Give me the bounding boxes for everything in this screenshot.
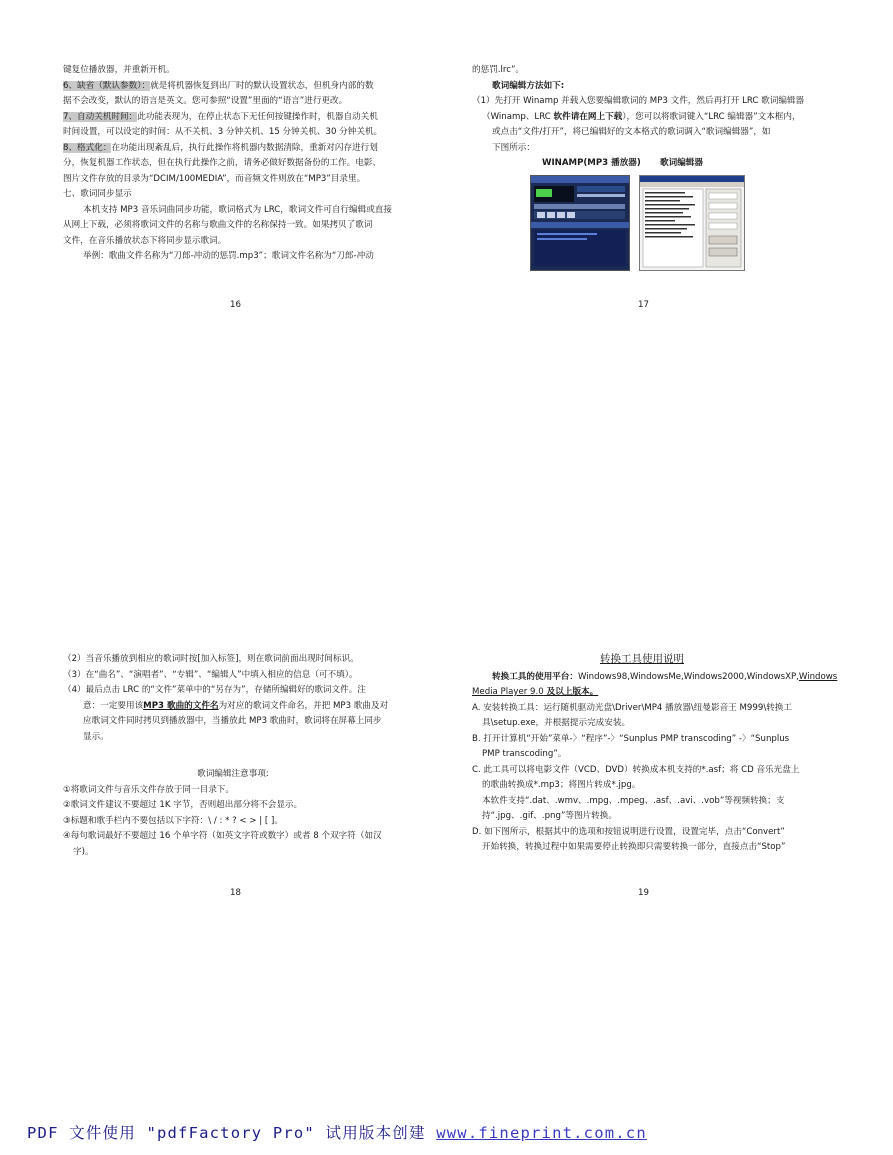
text-line: 本软件支持“.dat、.wmv、.mpg、.mpeg、.asf、.avi、.vob”等视频转换；支 [482, 795, 785, 806]
text-line [63, 141, 403, 157]
text-span: 在功能出现紊乱后，执行此操作将机器内数据清除，重新对闪存进行划 [111, 142, 378, 153]
page-number: 19 [638, 888, 649, 898]
text-span: 转换工具的使用平台： [492, 671, 578, 682]
text-line: 文件，在音乐播放状态下将同步显示歌词。 [63, 235, 227, 246]
text-line: （2）当音乐播放到相应的歌词时按[加入标签]，则在歌词前面出现时间标识。 [63, 654, 359, 664]
text-line [63, 110, 403, 126]
text-line [472, 670, 838, 686]
page-17 [472, 63, 812, 271]
winamp-label: WINAMP(MP3 播放器) [542, 158, 641, 168]
text-line: 具\setup.exe，并根据提示完成安装。 [482, 718, 631, 728]
page-19 [472, 652, 838, 856]
text-line: D. 如下图所示，根据其中的选项和按钮说明进行设置，设置完毕，点击“Convert” [472, 826, 785, 837]
note-item: 字)。 [73, 846, 94, 857]
emphasis-text: MP3 歌曲的文件名 [143, 700, 219, 711]
text-line: （4）最后点击 LRC 的“文件”菜单中的“另存为”，存储所编辑好的歌词文件。注 [63, 685, 366, 695]
text-line: 键复位播放器，并重新开机。 [63, 65, 175, 75]
text-line: 举例：歌曲文件名称为“刀郎-冲动的惩罚.mp3”；歌词文件名称为“刀郎-冲动 [83, 251, 374, 261]
text-line: 开始转换，转换过程中如果需要停止转换即只需要转换一部分，直接点击“Stop” [482, 842, 786, 852]
text-line [63, 699, 403, 715]
editor-label: 歌词编辑器 [660, 158, 703, 168]
section-heading: 歌词编辑方法如下: [492, 80, 565, 91]
note-item: ②歌词文件建议不要超过 1K 字节，否则超出部分将不会显示。 [63, 800, 303, 810]
screenshot-labels [542, 156, 812, 172]
footer-text: PDF 文件使用 "pdfFactory Pro" 试用版本创建 [27, 1124, 437, 1142]
text-line: （1）先打开 Winamp 并载入您要编辑歌词的 MP3 文件，然后再打开 LRC 歌词编辑器 [472, 96, 805, 106]
page-16 [63, 63, 403, 265]
note-item: ④每句歌词最好不要超过 16 个单字符（如英文字符或数字）或者 8 个双字符（如汉 [63, 831, 382, 841]
page-title: 转换工具使用说明 [600, 653, 684, 665]
text-span: 就是将机器恢复到出厂时的默认设置状态，但机身内部的数 [150, 80, 374, 91]
page-number: 17 [638, 300, 649, 310]
text-line: 从网上下载，必须将歌词文件的名称与歌曲文件的名称保持一致。如果拷贝了歌词 [63, 220, 373, 230]
text-line: B. 打开计算机“开始”菜单-〉“程序”-〉“Sunplus PMP transcoding” -〉“Sunplus [472, 733, 790, 744]
section-heading: 七、歌词同步显示 [63, 189, 132, 199]
text-span: 为对应的歌词文件命名，并把 MP3 歌曲及对 [218, 700, 389, 711]
text-span: 软件请在网上下载 [553, 111, 623, 122]
text-span: Windows [798, 671, 838, 682]
page-18 [63, 652, 403, 860]
text-line: 的惩罚.lrc”。 [472, 65, 525, 75]
text-line: 据不会改变，默认的语言是英文。您可参照“设置”里面的“语言”进行更改。 [63, 96, 348, 106]
text-span: 此功能表现为，在停止状态下无任何按键操作时，机器自动关机 [137, 111, 378, 122]
page-number: 18 [230, 888, 241, 898]
text-line: 或点击“文件/打开”，将已编辑好的文本格式的歌词调入“歌词编辑器”，如 [492, 127, 771, 137]
text-line: 显示。 [83, 731, 109, 742]
winamp-image [531, 176, 629, 270]
footer-link[interactable]: www.fineprint.com.cn [436, 1124, 647, 1142]
text-line [63, 79, 403, 95]
text-line: 的歌曲转换成*.mp3；将图片转成*.jpg。 [482, 780, 641, 790]
text-line: PMP transcoding”。 [482, 749, 567, 759]
text-span: 意：一定要用该 [83, 700, 144, 711]
text-span: Media Player 9.0 [472, 687, 544, 697]
text-line: 本机支持 MP3 音乐词曲同步功能，歌词格式为 LRC，歌词文件可自行编辑或直接 [83, 204, 392, 215]
highlight-label: 8、格式化： [63, 142, 112, 153]
text-line: A. 安装转换工具：运行随机驱动光盘\Driver\MP4 播放器\纽曼影音王 M999\转换工 [472, 702, 793, 713]
note-item: ③标题和歌手栏内不要包括以下字符：\ / : * ? < > | [ ]。 [63, 815, 283, 826]
text-line: 应歌词文件同时拷贝到播放器中，当播放此 MP3 歌曲时，歌词将在屏幕上同步 [83, 716, 382, 726]
text-line: 时间设置，可以设定的时间：从不关机、3 分钟关机、15 分钟关机、30 分钟关机。 [63, 127, 383, 137]
text-span: （Winamp、LRC [482, 111, 554, 122]
note-item: ①将歌词文件与音乐文件存放于同一目录下。 [63, 784, 234, 795]
text-span: Windows98,WindowsMe,Windows2000,WindowsXP, [577, 671, 799, 682]
pdf-footer [27, 1121, 647, 1143]
text-line [472, 110, 812, 126]
text-span: 及以上版本。 [543, 687, 599, 697]
lyric-editor-image [640, 176, 744, 270]
page-number: 16 [230, 300, 241, 310]
text-span: ），您可以将歌词键入“LRC 编辑器”文本框内， [622, 111, 801, 122]
text-line: （3）在“曲名”、“演唱者”、“专辑”、“编辑人”中填入相应的信息（可不填）。 [63, 669, 358, 680]
text-line [472, 685, 812, 701]
text-line: 持“.jpg、.gif、.png”等图片转换。 [482, 811, 617, 821]
lyric-editor-screenshot [639, 175, 745, 271]
text-line: 图片文件存放的目录为“DCIM/100MEDIA”，而音频文件则放在“MP3”目录里。 [63, 173, 366, 184]
highlight-label: 6、缺省（默认参数）： [63, 80, 151, 91]
highlight-label: 7、自动关机时间： [63, 111, 138, 122]
text-line: 分，恢复机器工作状态，但在执行此操作之前，请务必做好数据备份的工作。电影、 [63, 158, 381, 168]
winamp-screenshot [530, 175, 630, 271]
text-line: C. 此工具可以将电影文件（VCD、DVD）转换成本机支持的*.asf；将 CD 音乐光盘上 [472, 764, 800, 775]
notes-title: 歌词编辑注意事项: [197, 769, 269, 779]
screenshot-row [530, 175, 812, 271]
text-line: 下图所示： [492, 142, 535, 153]
